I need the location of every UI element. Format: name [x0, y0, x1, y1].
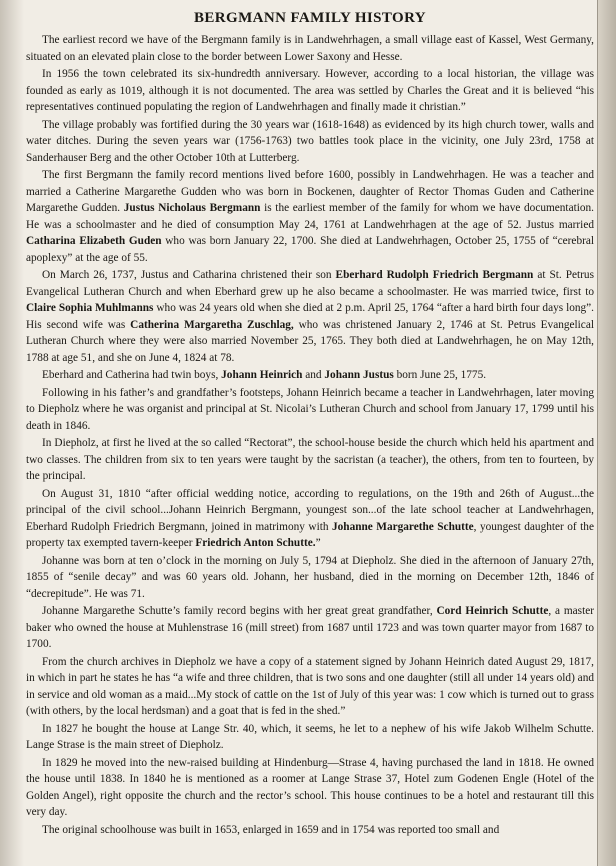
text-run: The village probably was fortified during the 30 years war (1618-1648) as evidenced by its high church tower, walls and water ditches. During the seven years war (1756-1763) two battles took place in the vicinity, one July 23rd, 1758 at Sanderhauser Berg and the other October 10th at Lutterberg.	[26, 118, 594, 164]
bold-name: Claire Sophia Muhlmanns	[26, 302, 154, 314]
page-title: BERGMANN FAMILY HISTORY	[193, 10, 427, 26]
paragraph	[26, 117, 594, 167]
text-run: at St. Petrus Evangelical Lutheran Church and when Eberhard grew up he also became a schoolmaster. He was married twice, first to	[26, 269, 594, 298]
text-run: who was christened January 2, 1746 at St. Petrus Evangelical Lutheran Church where they were also married November 25, 1765. They both died at Landwehrhagen, he on May 12th, 1788 at age 51, and she on June 4, 1824 at 78.	[26, 318, 594, 364]
paragraph	[26, 385, 594, 435]
text-run: In 1827 he bought the house at Lange Str. 40, which, it seems, he let to a nephew of his wife Jakob Wilhelm Schutte. Lange Strase is the main street of Diepholz.	[26, 722, 594, 751]
paragraph	[26, 32, 594, 65]
text-run: who was 24 years old when she died at 2 p.m. April 25, 1764 “after a hard birth four days long”. His second wife was	[26, 302, 594, 331]
bold-name: Catharina Elizabeth Guden	[26, 235, 162, 247]
text-run: On August 31, 1810 “after official wedding notice, according to regulations, on the 19th and 26th of August...the principal of the civil school...Johann Heinrich Bergmann, youngest son...of the late school teacher at Landwehrhagen, Eberhard Rudolph Friedrich Bergmann, joined in matrimony with	[26, 487, 594, 533]
bold-name: Catherina Margaretha Zuschlag,	[130, 318, 294, 331]
text-run: In Diepholz, at first he lived at the so called “Rectorat”, the school-house beside the church which held his apartment and two classes. The children from six to ten years were taught by the sacristan (a teacher), the others, from ten to fourteen, by the principal.	[26, 437, 594, 482]
paragraph	[26, 66, 594, 116]
text-run: born June 25, 1775.	[393, 369, 487, 381]
text-run: , youngest daughter of the property tax exempted tavern-keeper	[26, 520, 594, 549]
paragraph	[26, 167, 594, 266]
paragraph	[26, 553, 594, 603]
adjacent-page-edge	[597, 0, 616, 866]
paragraph	[26, 603, 594, 653]
text-run: Johanne Margarethe Schutte’s family record begins with her great great grandfather,	[42, 605, 437, 617]
text-run: The original schoolhouse was built in 1653, enlarged in 1659 and in 1754 was reported too small and	[42, 823, 500, 836]
text-run: , a master baker who owned the house at Muhlenstrase 16 (mill street) from 1687 until 1723 and was town quarter mayor from 1687 to 1700.	[26, 605, 594, 650]
text-run: From the church archives in Diepholz we have a copy of a statement signed by Johann Heinrich dated August 29, 1817, in which in part he states he has “a wife and three children, that is two sons and one daughter (still all under 14 years old) and in service and old woman as a maid...My stock of cattle on the 1st of July of this year was: 1 cow which is turned out to grass (with others, by the local herdsman) and a goat that is fed in the shed.”	[26, 655, 594, 717]
bold-name: Johann Heinrich	[221, 369, 303, 381]
bold-name: Friedrich Anton Schutte.	[195, 537, 316, 549]
text-run: is the earliest member of the family for whom we have documentation. He was a schoolmaster and he died of consumption May 24, 1761 at Landwehrhagen at the age of 52. Justus married	[26, 202, 594, 231]
text-run: who was born January 22, 1700. She died at Landwehrhagen, October 25, 1755 of “cerebral apoplexy” at the age of 55.	[26, 235, 595, 264]
text-run: The first Bergmann the family record mentions lived before 1600, possibly in Landwehrhagen. He was a teacher and married a Catherine Margarethe Gudden who was born in Bockenen, daughter of Rector Thomas Guden and Catherine Margarethe Gudden.	[26, 169, 594, 214]
text-run: and	[302, 369, 325, 381]
text-run: The earliest record we have of the Bergmann family is in Landwehrhagen, a small village east of Kassel, West Germany, situated on an elevated plain close to the border between Lower Saxony and Hesse.	[26, 34, 594, 63]
paragraph	[26, 721, 594, 754]
text-run: Johanne was born at ten o’clock in the morning on July 5, 1794 at Diepholz. She died in the afternoon of January 27th, 1855 of “senile decay” and was 60 years old. Johann, her husband, died in the morning on December 12th, 1846 of “decrepitude”. He was 71.	[26, 554, 594, 600]
bold-name: Johann Justus	[324, 369, 394, 381]
paragraph	[26, 822, 594, 839]
bold-name: Cord Heinrich Schutte	[436, 605, 549, 617]
bold-name: Eberhard Rudolph Friedrich Bergmann	[335, 269, 534, 281]
paragraph-list	[26, 32, 594, 838]
paragraph	[26, 486, 594, 552]
paragraph	[26, 267, 594, 366]
document-body	[0, 8, 594, 839]
paragraph	[26, 755, 594, 821]
text-run: ”	[315, 537, 321, 549]
paragraph	[26, 654, 594, 720]
text-run: Eberhard and Catherina had twin boys,	[42, 369, 222, 381]
text-run: In 1829 he moved into the new-raised building at Hindenburg—Strase 4, having purchased the land in 1818. He owned the house until 1838. In 1840 he is mentioned as a roomer at Lange Strase 37, Hotel zum Godenen Engle (Hotel of the Golden Angel), right opposite the church and the rector’s school. This house continues to be a hotel and restaurant till this very day.	[26, 756, 594, 818]
text-run: On March 26, 1737, Justus and Catharina christened their son	[42, 269, 336, 281]
bleed-through-text	[601, 12, 615, 132]
paragraph	[26, 435, 594, 485]
bold-name: Justus Nicholaus Bergmann	[123, 202, 261, 214]
text-run: Following in his father’s and grandfather’s footsteps, Johann Heinrich became a teacher in Landwehrhagen, later moving to Diepholz where he was organist and principal at St. Nicolai’s Lutheran Church and school from January 17, 1799 until his death in 1846.	[26, 386, 594, 432]
text-run: In 1956 the town celebrated its six-hundredth anniversary. However, according to a local historian, the village was founded as early as 1019, although it is not documented. The area was settled by Charles the Great and it is believed “his representatives continued populating the region of Landwehrhagen and finally made it christian.”	[26, 68, 594, 113]
paragraph	[26, 367, 594, 384]
bold-name: Johanne Margarethe Schutte	[331, 520, 474, 533]
